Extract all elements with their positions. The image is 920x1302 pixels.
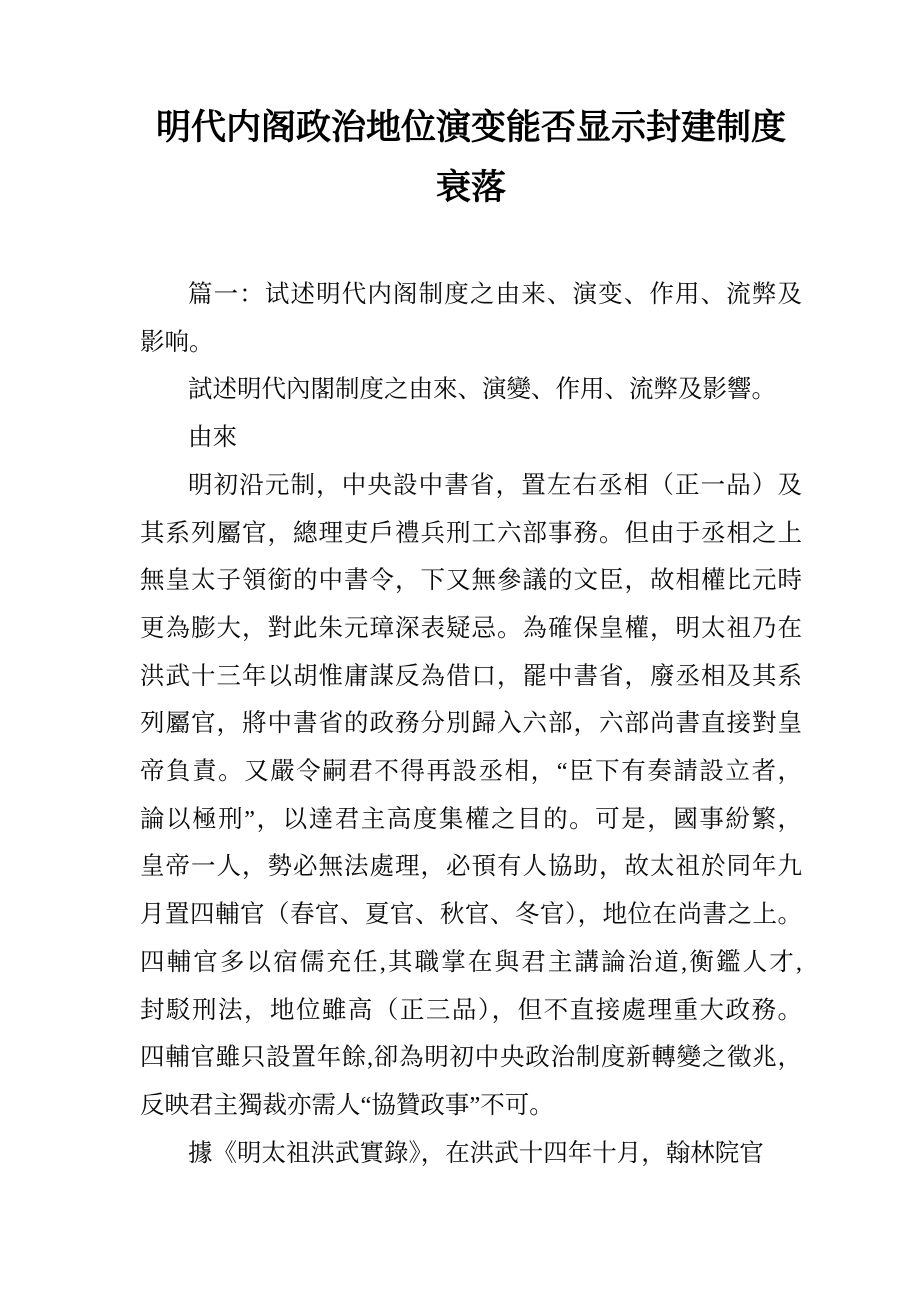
paragraph [140,414,802,462]
paragraph-line: 封駁刑法，地位雖高（正三品），但不直接處理重大政務。 [140,996,802,1024]
paragraph-line: 帝負責。又嚴令嗣君不得再設丞相，“臣下有奏請設立者， [140,758,802,786]
paragraph [140,366,802,414]
paragraph-line: 列屬官，將中書省的政務分別歸入六部，六部尚書直接對皇 [140,710,802,738]
paragraph-line: 影响。 [140,328,214,356]
paragraph-line: 論以極刑”，以達君主高度集權之目的。可是，國事紛繁， [140,805,802,833]
paragraph-line: 反映君主獨裁亦需人“協贊政事”不可。 [140,1091,554,1119]
paragraph-line: 明初沿元制，中央設中書省，置左右丞相（正一品）及 [188,471,802,499]
paragraph [140,462,802,1130]
paragraph-line: 皇帝一人，勢必無法處理，必頇有人協助，故太祖於同年九 [140,853,802,881]
paragraph [140,1130,802,1178]
paragraph-line: 篇一：试述明代内阁制度之由来、演变、作用、流弊及 [188,281,802,308]
paragraph-line: 四輔官多以宿儒充任,其職掌在與君主講論治道,衡鑑人才, [140,948,802,976]
document-title [140,98,802,218]
paragraph-line: 月置四輔官（春官、夏官、秋官、冬官），地位在尚書之上。 [140,901,802,929]
paragraph-line: 據《明太祖洪武實錄》，在洪武十四年十月，翰林院官 [188,1139,764,1167]
paragraph-line: 無皇太子領銜的中書令，下又無參議的文臣，故相權比元時 [140,567,802,595]
title-line: 衰落 [435,168,506,207]
paragraph-line: 洪武十三年以胡惟庸謀反為借口，罷中書省，廢丞相及其系 [140,662,802,690]
document-body [140,271,802,1177]
paragraph-line: 其系列屬官，總理吏戶禮兵刑工六部事務。但由于丞相之上 [140,519,802,547]
paragraph-line: 由來 [188,424,237,452]
paragraph-line: 更為膨大，對此朱元璋深表疑忌。為確保皇權，明太祖乃在 [140,614,802,642]
title-line: 明代内阁政治地位演变能否显示封建制度 [155,108,786,147]
paragraph [140,271,802,366]
paragraph-line: 四輔官雖只設置年餘,卻為明初中央政治制度新轉變之徵兆， [140,1044,802,1072]
paragraph-line: 試述明代內閣制度之由來、演變、作用、流弊及影響。 [188,376,776,404]
